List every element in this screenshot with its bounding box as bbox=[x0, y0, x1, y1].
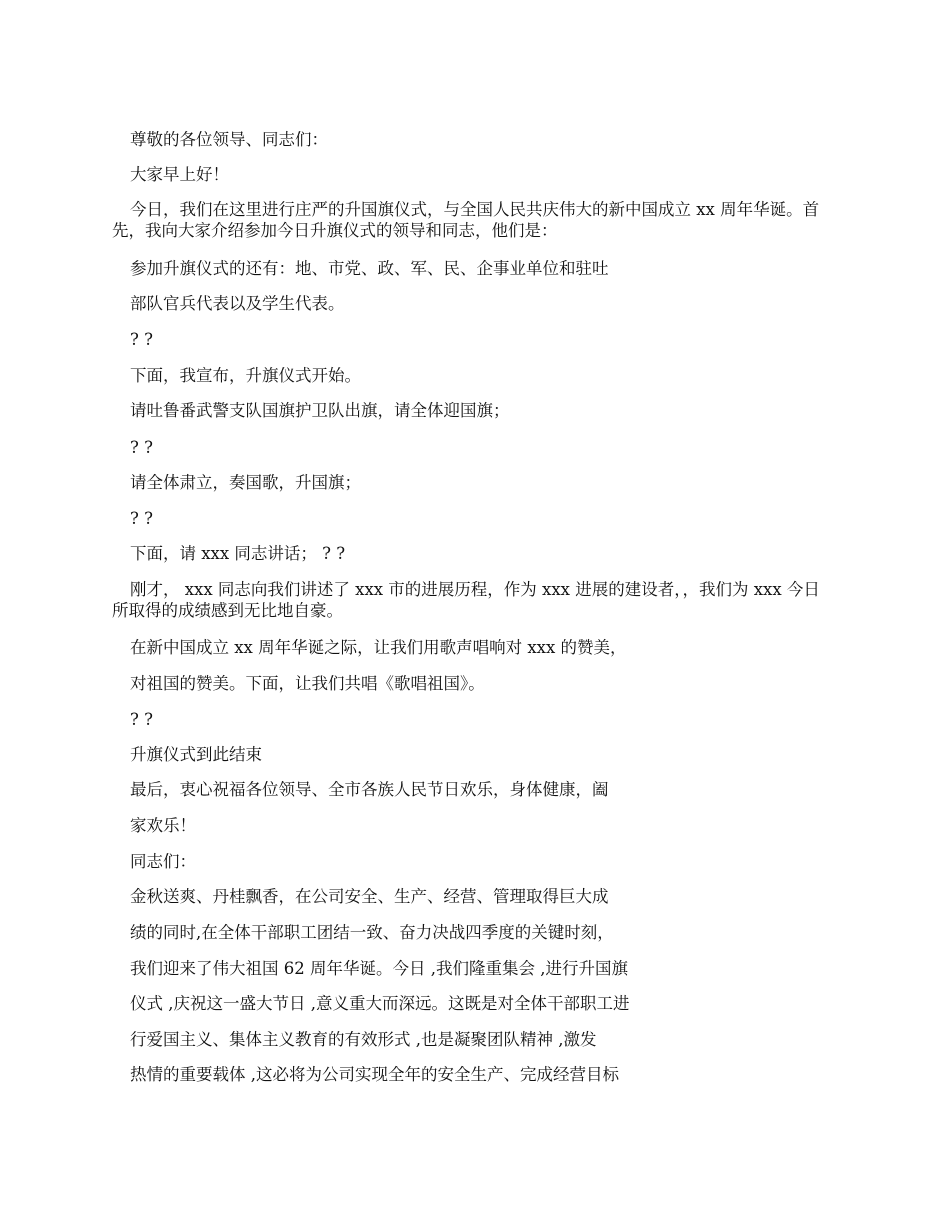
paragraph-line: 下面，我宣布，升旗仪式开始。 bbox=[130, 366, 361, 385]
paragraph-line: 金秋送爽、丹桂飘香，在公司安全、生产、经营、管理取得巨大成 bbox=[130, 887, 609, 906]
placeholder-marks: ? ? bbox=[130, 710, 153, 729]
paragraph-line: 同志们： bbox=[130, 852, 196, 871]
paragraph-opening: 今日，我们在这里进行庄严的升国旗仪式，与全国人民共庆伟大的新中国成立 xx 周年华诞。首先，我向大家介绍参加今日升旗仪式的领导和同志，他们是： bbox=[112, 200, 820, 240]
placeholder-marks: ? ? bbox=[130, 509, 153, 528]
salutation: 尊敬的各位领导、同志们： bbox=[130, 130, 328, 149]
placeholder-marks: ? ? bbox=[130, 438, 153, 457]
paragraph-line: 请全体肃立，奏国歌，升国旗； bbox=[130, 473, 361, 492]
paragraph-line: 升旗仪式到此结束 bbox=[130, 745, 262, 764]
paragraph-line: 对祖国的赞美。下面，让我们共唱《歌唱祖国》。 bbox=[130, 674, 485, 693]
paragraph-line: 参加升旗仪式的还有：地、市党、政、军、民、企事业单位和驻吐 bbox=[130, 259, 609, 278]
paragraph-line: 我们迎来了伟大祖国 62 周年华诞。今日 ,我们隆重集会 ,进行升国旗 bbox=[130, 959, 628, 978]
paragraph-progress: 刚才， xxx 同志向我们讲述了 xxx 市的进展历程，作为 xxx 进展的建设者，，我们为 xxx 今日所取得的成绩感到无比地自豪。 bbox=[112, 580, 820, 620]
paragraph-line: 下面，请 xxx 同志讲话； ? ? bbox=[130, 544, 346, 563]
paragraph-line: 部队官兵代表以及学生代表。 bbox=[130, 294, 345, 313]
paragraph-line: 热情的重要载体 ,这必将为公司实现全年的安全生产、完成经营目标 bbox=[130, 1065, 619, 1084]
paragraph-line: 请吐鲁番武警支队国旗护卫队出旗，请全体迎国旗； bbox=[130, 401, 510, 420]
paragraph-line: 仪式 ,庆祝这一盛大节日 ,意义重大而深远。这既是对全体干部职工进 bbox=[130, 994, 630, 1013]
paragraph-line: 行爱国主义、集体主义教育的有效形式 ,也是凝聚团队精神 ,激发 bbox=[130, 1030, 597, 1049]
greeting: 大家早上好！ bbox=[130, 165, 229, 184]
paragraph-line: 在新中国成立 xx 周年华诞之际，让我们用歌声唱响对 xxx 的赞美， bbox=[130, 638, 627, 657]
paragraph-line: 家欢乐！ bbox=[130, 816, 196, 835]
placeholder-marks: ? ? bbox=[130, 330, 153, 349]
paragraph-line: 最后，衷心祝福各位领导、全市各族人民节日欢乐，身体健康，阖 bbox=[130, 780, 609, 799]
paragraph-line: 绩的同时,在全体干部职工团结一致、奋力决战四季度的关键时刻， bbox=[130, 923, 614, 942]
